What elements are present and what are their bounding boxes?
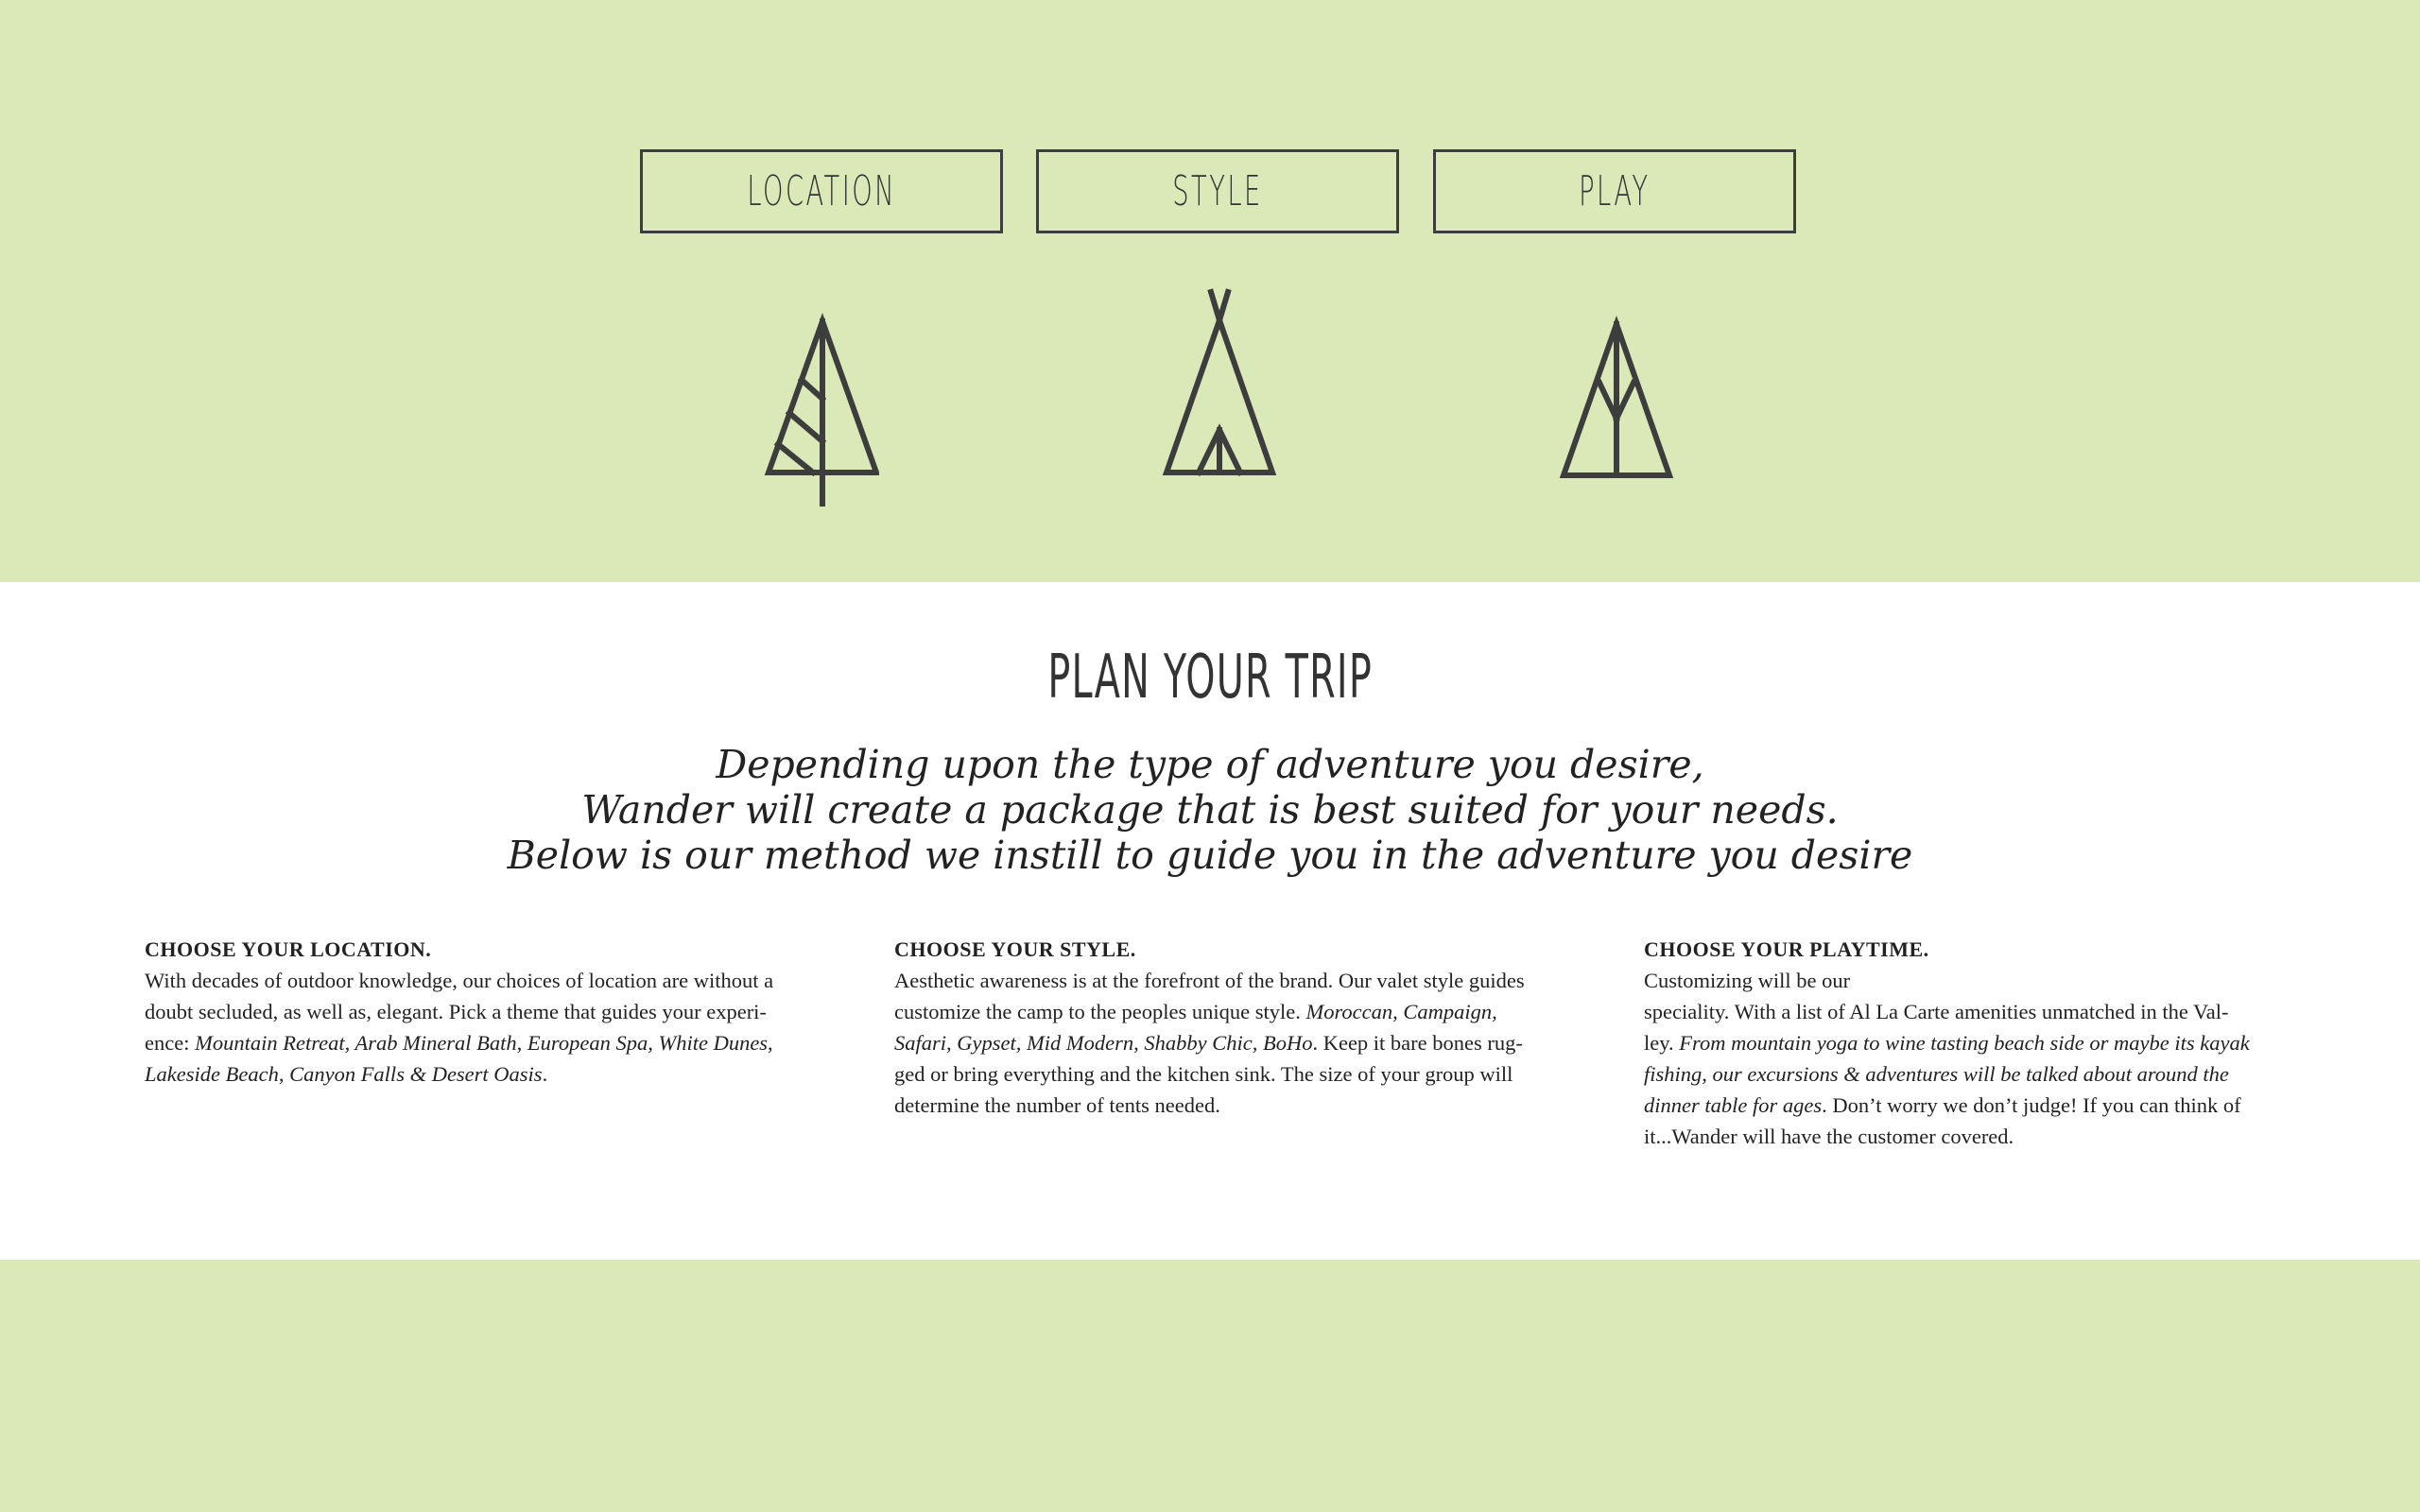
playtime-heading: CHOOSE YOUR PLAYTIME. [1644, 937, 1929, 961]
style-text: . Keep it bare bones rug- [1312, 1031, 1523, 1055]
style-button[interactable] [1036, 149, 1399, 233]
location-button-label: LOCATION [747, 167, 896, 215]
bottom-band [0, 1260, 2420, 1512]
style-column [894, 934, 1556, 1121]
playtime-text: ley. [1644, 1031, 1680, 1055]
playtime-column [1644, 934, 2315, 1152]
pine-tree-icon[interactable] [761, 312, 879, 510]
style-heading: CHOOSE YOUR STYLE. [894, 937, 1136, 961]
style-text: customize the camp to the peoples unique style. [894, 1000, 1306, 1023]
style-text: determine the number of tents needed. [894, 1093, 1220, 1117]
location-text: doubt secluded, as well as, elegant. Pick a theme that guides your experi- [145, 1000, 767, 1023]
style-text: ged or bring everything and the kitchen sink. The size of your group will [894, 1062, 1513, 1086]
location-heading: CHOOSE YOUR LOCATION. [145, 937, 432, 961]
style-options: Moroccan, Campaign, [1305, 1000, 1497, 1023]
playtime-activities: fishing, our excursions & adventures will be talked about around the [1644, 1062, 2229, 1086]
play-button[interactable] [1433, 149, 1796, 233]
playtime-text: . Don’t worry we don’t judge! If you can think of [1822, 1093, 2241, 1117]
location-button[interactable] [640, 149, 1003, 233]
location-themes: Mountain Retreat, Arab Mineral Bath, European Spa, White Dunes, [195, 1031, 773, 1055]
intro-line: Depending upon the type of adventure you desire, [716, 742, 1704, 787]
style-text: Aesthetic awareness is at the forefront of the brand. Our valet style guides [894, 969, 1525, 992]
location-description [145, 965, 806, 1090]
playtime-text: Customizing will be our [1644, 969, 1851, 992]
location-column [145, 934, 806, 1090]
tree-icon[interactable] [1555, 315, 1673, 480]
location-themes: Lakeside Beach, Canyon Falls & Desert Oasis [145, 1062, 543, 1086]
playtime-activities: From mountain yoga to wine tasting beach side or maybe its kayak [1679, 1031, 2250, 1055]
teepee-icon[interactable] [1158, 288, 1281, 477]
style-description [894, 965, 1556, 1121]
page-title-text: PLAN YOUR TRIP [1047, 643, 1373, 713]
style-options: Safari, Gypset, Mid Modern, Shabby Chic, BoHo [894, 1031, 1313, 1055]
playtime-description [1644, 965, 2315, 1152]
style-button-label: STYLE [1172, 167, 1263, 215]
intro-line: Below is our method we instill to guide you in the adventure you desire [507, 833, 1913, 878]
page-title [0, 643, 2420, 713]
play-button-label: PLAY [1579, 167, 1651, 215]
playtime-activities: dinner table for ages [1644, 1093, 1823, 1117]
location-text: . [542, 1062, 548, 1086]
intro-text [0, 742, 2420, 878]
playtime-text: speciality. With a list of Al La Carte amenities unmatched in the Val- [1644, 1000, 2229, 1023]
intro-line: Wander will create a package that is best suited for your needs. [581, 787, 1839, 833]
location-text: ence: [145, 1031, 196, 1055]
playtime-text: it...Wander will have the customer covered. [1644, 1125, 2014, 1148]
location-text: With decades of outdoor knowledge, our choices of location are without a [145, 969, 774, 992]
